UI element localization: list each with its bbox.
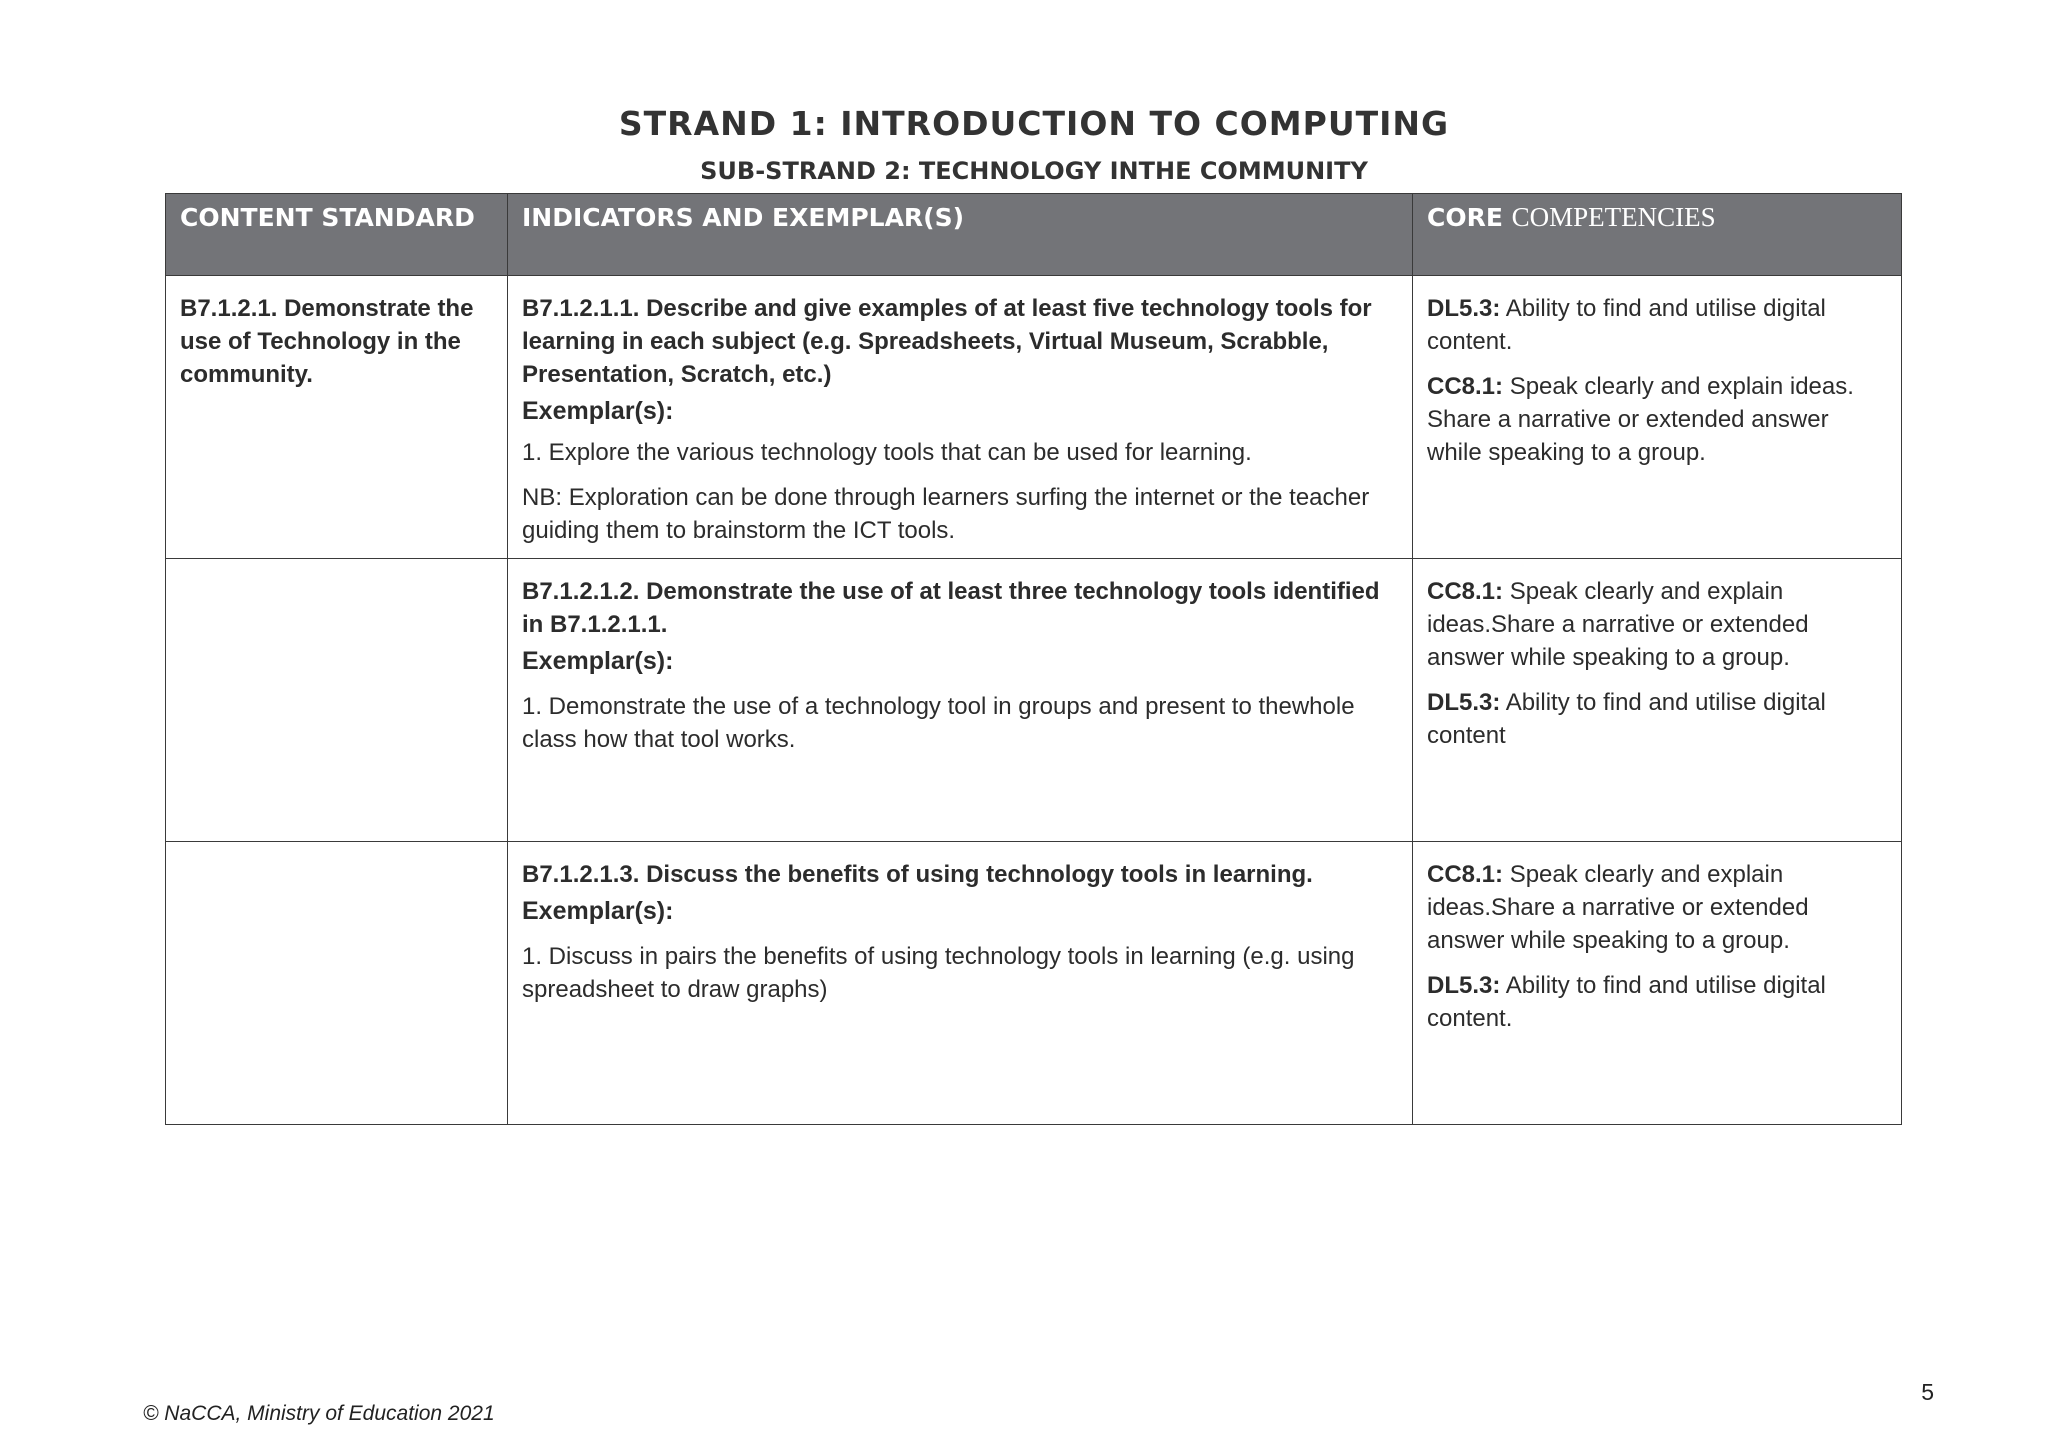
content-standard-cell: [166, 842, 508, 1125]
table-row: [166, 842, 1902, 1125]
page-title: STRAND 1: INTRODUCTION TO COMPUTING: [618, 104, 1450, 143]
competencies-cell: [1413, 559, 1902, 842]
exemplar-item: 1. Explore the various technology tools that can be used for learning.: [522, 439, 1252, 466]
header-core-competencies: [1413, 194, 1902, 276]
competency-item: [1427, 370, 1887, 469]
competency-item: [1427, 858, 1887, 957]
competencies-cell: [1413, 842, 1902, 1125]
competency-text: Ability to find and utilise digital content.: [1427, 972, 1826, 1032]
table-row: [166, 559, 1902, 842]
header-content-standard-label: CONTENT STANDARD: [180, 203, 475, 232]
content-standard-cell: [166, 559, 508, 842]
indicator-cell: [508, 276, 1413, 559]
competency-code: CC8.1:: [1427, 861, 1504, 888]
header-core-bold: CORE: [1427, 203, 1503, 232]
header-indicators-label: INDICATORS AND EXEMPLAR(S): [522, 203, 965, 232]
competency-text: Speak clearly and explain ideas.Share a narrative or extended answer while speaking to a group.: [1427, 578, 1809, 671]
indicator-text: B7.1.2.1.3. Discuss the benefits of using technology tools in learning.: [522, 861, 1313, 888]
note: [522, 481, 1398, 547]
table-header-row: [166, 194, 1902, 276]
note-text: Exploration can be done through learners surfing the internet or the teacher guiding them to brainstorm the ICT tools.: [522, 484, 1370, 544]
competency-item: [1427, 575, 1887, 674]
competency-code: CC8.1:: [1427, 578, 1504, 605]
indicator-cell: [508, 842, 1413, 1125]
content-standard-cell: [166, 276, 508, 559]
indicator-cell: [508, 559, 1413, 842]
competency-item: [1427, 292, 1887, 358]
footer-copyright: © NaCCA, Ministry of Education 2021: [143, 1402, 495, 1425]
exemplar-label: Exemplar(s):: [522, 897, 674, 925]
competency-text: Speak clearly and explain ideas. Share a narrative or extended answer while speaking to a group.: [1427, 373, 1854, 466]
competency-code: DL5.3:: [1427, 972, 1501, 999]
competency-text: Ability to find and utilise digital content.: [1427, 295, 1826, 355]
header-indicators: [508, 194, 1413, 276]
competency-item: [1427, 969, 1887, 1035]
indicator-text: B7.1.2.1.2. Demonstrate the use of at least three technology tools identified in B7.1.2.1.1.: [522, 578, 1380, 638]
competency-item: [1427, 686, 1887, 752]
page-number: 5: [1921, 1379, 1934, 1405]
table-row: [166, 276, 1902, 559]
exemplar-item: 1. Discuss in pairs the benefits of using technology tools in learning (e.g. using spreadsheet to draw graphs): [522, 943, 1355, 1003]
competency-code: DL5.3:: [1427, 689, 1501, 716]
competency-text: Speak clearly and explain ideas.Share a narrative or extended answer while speaking to a group.: [1427, 861, 1809, 954]
exemplar-label: Exemplar(s):: [522, 397, 674, 425]
note-label: NB:: [522, 484, 563, 511]
exemplar-item: 1. Demonstrate the use of a technology tool in groups and present to thewhole class how that tool works.: [522, 693, 1355, 753]
header-content-standard: [166, 194, 508, 276]
competency-code: CC8.1:: [1427, 373, 1504, 400]
header-core-rest: COMPETENCIES: [1511, 202, 1716, 232]
competencies-cell: [1413, 276, 1902, 559]
competency-code: DL5.3:: [1427, 295, 1501, 322]
curriculum-table: [165, 193, 1902, 1125]
exemplar-label: Exemplar(s):: [522, 647, 674, 675]
page-subtitle: SUB-STRAND 2: TECHNOLOGY INTHE COMMUNITY: [700, 157, 1368, 185]
indicator-text: B7.1.2.1.1. Describe and give examples of at least five technology tools for learning in each subject (e.g. Spreadsheets, Virtual Museum, Scrabble, Presentation, Scratch, etc.): [522, 295, 1372, 388]
content-standard-text: B7.1.2.1. Demonstrate the use of Technology in the community.: [180, 295, 474, 388]
competency-text: Ability to find and utilise digital content: [1427, 689, 1826, 749]
